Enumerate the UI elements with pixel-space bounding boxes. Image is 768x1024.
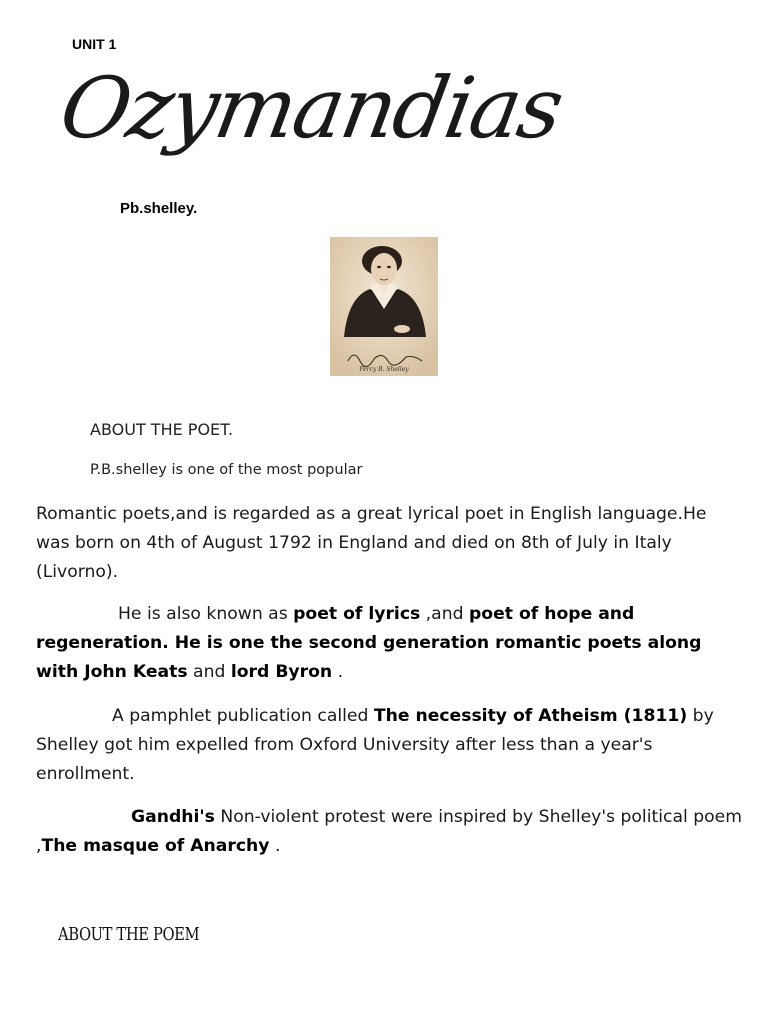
shelley-portrait: [330, 237, 438, 376]
about-poem-heading: ABOUT THE POEM: [58, 924, 200, 945]
bold-span: The masque of Anarchy: [41, 836, 270, 856]
bold-span: poet of hope and regeneration. He is one the second generation romantic poets along with John Keats: [36, 604, 702, 682]
bio-paragraph-2: [36, 600, 742, 687]
text-span: Non-violent protest were inspired by Shelley's political poem ,: [36, 807, 742, 856]
bold-span: lord Byron: [230, 662, 333, 682]
bold-span: poet of lyrics: [293, 604, 421, 624]
bio-paragraph-3: [36, 702, 742, 789]
about-poet-heading: ABOUT THE POET.: [90, 420, 234, 439]
poem-title: Ozymandias: [53, 59, 569, 157]
text-span: and: [187, 662, 231, 682]
bio-paragraph-4: [36, 803, 742, 861]
unit-label: UNIT 1: [72, 36, 117, 52]
bold-span: Gandhi's: [131, 807, 215, 827]
text-span: .: [332, 662, 344, 682]
bold-span: The necessity of Atheism (1811): [373, 706, 688, 726]
bio-paragraph-1: Romantic poets,and is regarded as a great lyrical poet in English language.He was born on 4th of August 1792 in England and died on 8th of July in Italy (Livorno).: [36, 504, 707, 582]
text-span: He is also known as: [118, 604, 294, 624]
portrait-signature: Percy B. Shelley: [359, 366, 409, 373]
text-span: A pamphlet publication called: [112, 706, 374, 726]
author-name: Pb.shelley.: [120, 200, 198, 217]
text-span: by Shelley got him expelled from Oxford University after less than a year's enrollment.: [36, 706, 714, 784]
text-span: .: [269, 836, 281, 856]
text-span: ,and: [420, 604, 469, 624]
about-poet-intro: P.B.shelley is one of the most popular: [90, 462, 363, 478]
